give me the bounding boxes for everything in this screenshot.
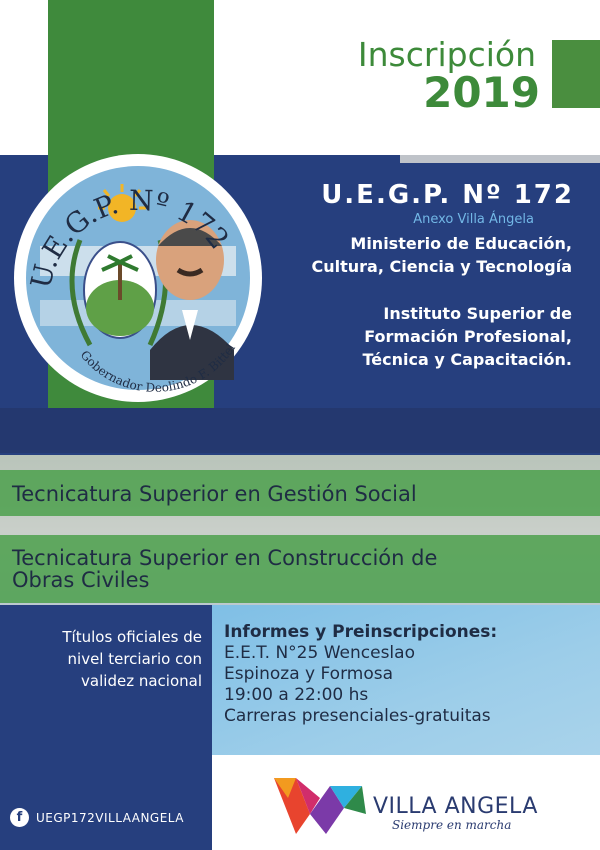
ministry-line-2: Cultura, Ciencia y Tecnología <box>311 257 572 276</box>
titles-line-3: validez nacional <box>81 672 202 690</box>
titles-line-1: Títulos oficiales de <box>62 628 202 646</box>
city-logo-title: VILLA ANGELA <box>373 794 538 819</box>
seal-arc-text: U.E.G.P. Nº 172 <box>24 183 236 292</box>
info-line-1: E.E.T. N°25 Wenceslao <box>224 643 415 663</box>
facebook-link[interactable] <box>10 808 184 827</box>
institution-annex: Anexo Villa Ángela <box>413 212 534 227</box>
dark-band <box>0 408 600 453</box>
info-heading: Informes y Preinscripciones: <box>224 622 498 642</box>
superior-line-2: Formación Profesional, <box>364 327 572 346</box>
course-title-continued: Obras Civiles <box>12 568 150 592</box>
ministry-line-1: Ministerio de Educación, <box>350 234 572 253</box>
grey-accent-line <box>400 155 600 163</box>
institute-superior-text <box>363 302 572 371</box>
course-title: Tecnicatura Superior en Construcción de <box>12 546 438 570</box>
info-line-3: 19:00 a 22:00 hs <box>224 685 369 705</box>
course-banner-gestion-social <box>0 470 600 516</box>
superior-line-1: Instituto Superior de <box>383 304 572 323</box>
course-banner-construccion <box>0 535 600 603</box>
titles-line-2: nivel terciario con <box>67 650 202 668</box>
course-title: Tecnicatura Superior en Gestión Social <box>12 482 417 506</box>
inscripcion-year: 2019 <box>423 68 540 117</box>
ministry-text <box>311 232 572 278</box>
inscripcion-title: Inscripción <box>357 35 536 74</box>
school-seal <box>10 150 266 406</box>
seal-caption: Gobernador Deolindo F. Bittel <box>77 341 239 395</box>
info-line-4: Carreras presenciales-gratuitas <box>224 706 491 726</box>
superior-line-3: Técnica y Capacitación. <box>362 350 572 369</box>
facebook-icon: f <box>10 808 29 827</box>
institution-name: U.E.G.P. Nº 172 <box>321 180 574 210</box>
villa-angela-logo-icon <box>270 768 370 840</box>
registration-info <box>224 622 497 727</box>
official-titles-text <box>8 626 202 692</box>
city-logo-subtitle: Siempre en marcha <box>392 818 512 832</box>
info-line-2: Espinoza y Formosa <box>224 664 393 684</box>
facebook-handle: UEGP172VILLAANGELA <box>36 810 184 825</box>
green-accent-block <box>552 40 600 108</box>
